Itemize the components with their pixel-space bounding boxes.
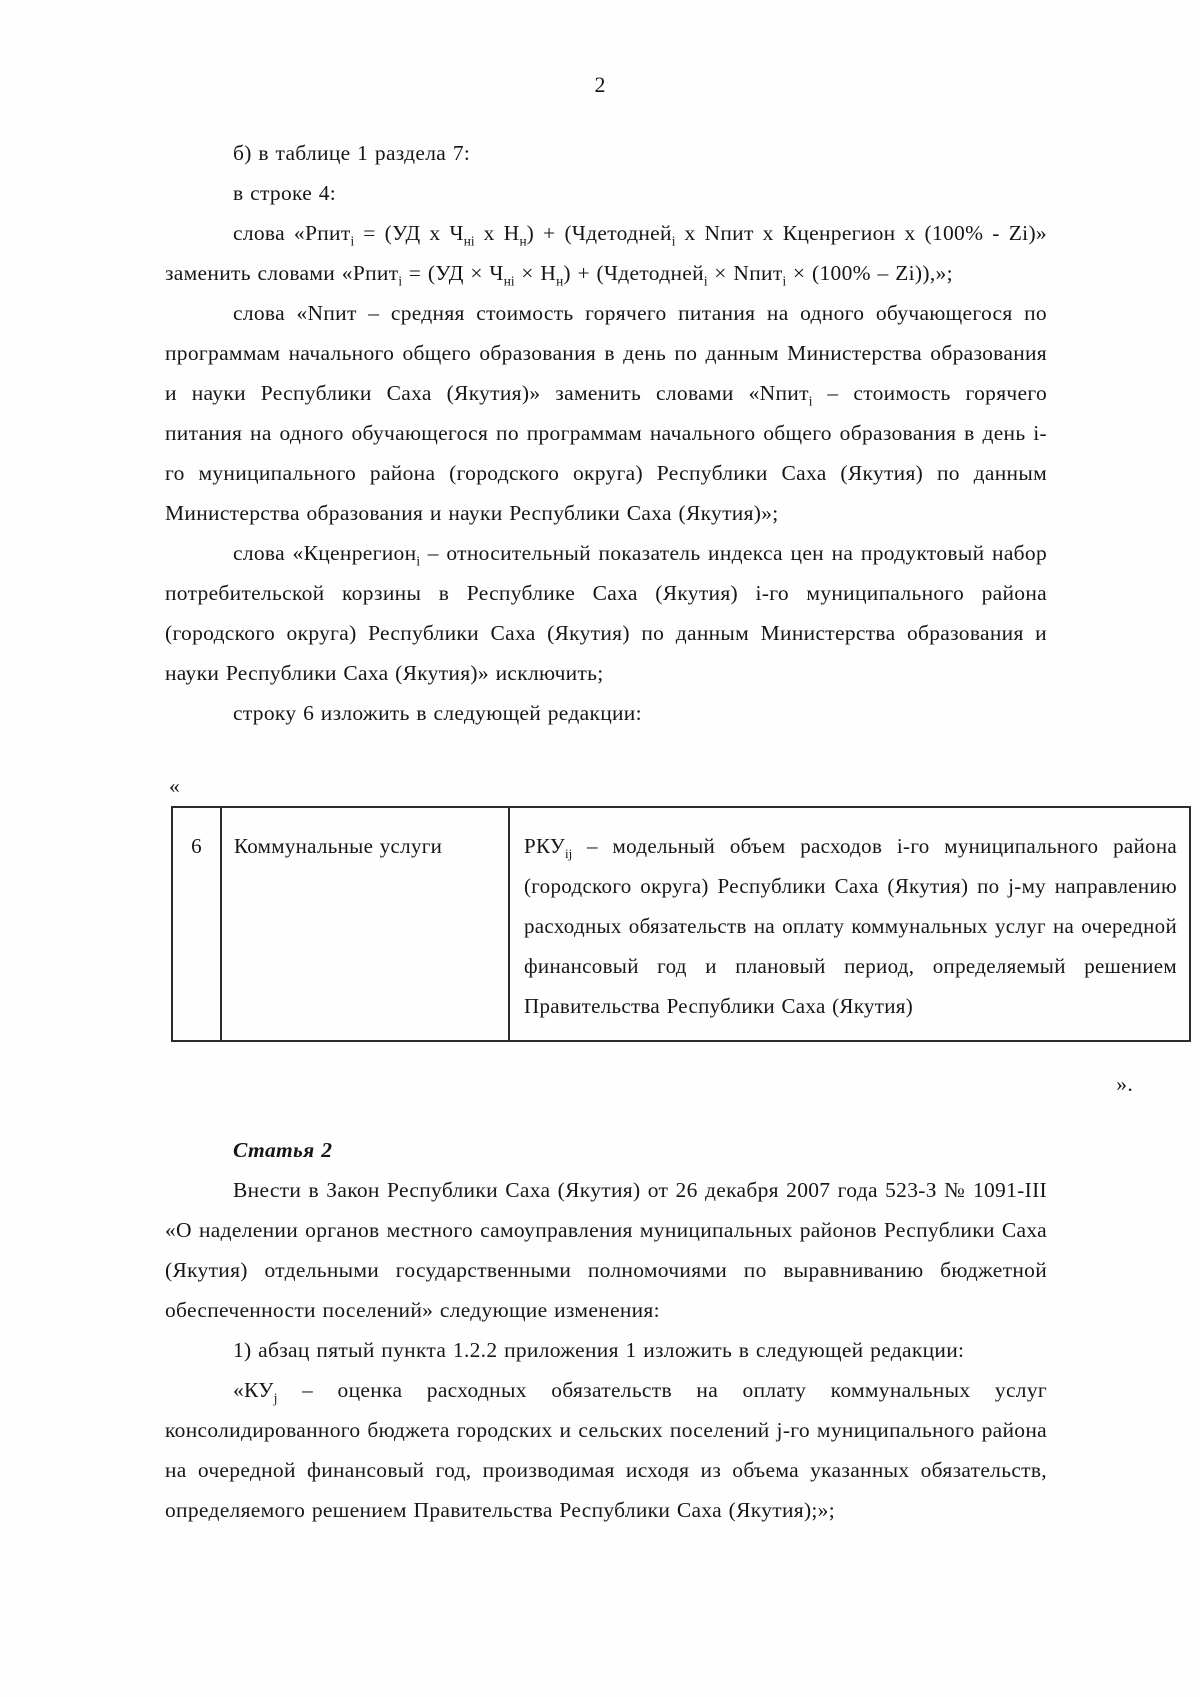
table-cell-row-number: 6 xyxy=(172,807,221,1041)
document-body xyxy=(165,133,1177,1530)
formula-amendment: слова «Рпит$_i$ = (УД х $Ч_{нi}$ х $Н_н$) + (Чдетодней$_i$ х Nпит х Кценрегион х (100% - Zi)» заменить словами «Рпит$_i$ = $(УД \times Ч_{нi} \times Н_н)$ + (Чдетодней$_i$ × Nпит$_i$ × (100% – Zi)),»; xyxy=(165,221,1047,289)
npit-amendment: слова «Nпит – средняя стоимость горячего питания на одного обучающегося по программам начального общего образования в день по данным Министерства образования и науки Республики Саха (Якутия)» заменить словами «Nпит$_i$ – стоимость горячего питания на одного обучающегося по программам начального общего образования в день i-го муниципального района (городского округа) Республики Саха (Якутия) по данным Министерства образования и науки Республики Саха (Якутия)»; xyxy=(165,301,1048,525)
clause-b-intro: б) в таблице 1 раздела 7: xyxy=(233,141,471,165)
ku-definition: «$КУ_j$ – оценка расходных обязательств на оплату коммунальных услуг консолидированного бюджета городских и сельских поселений j-го муниципального района на очередной финансовый год, производимая исходя из объема указанных обязательств, определяемого решением Правительства Республики Саха (Якутия);»; xyxy=(165,1378,1047,1522)
kcenregion-amendment: слова «Кценрегион$_i$ – относительный показатель индекса цен на продуктовый набор потребительской корзины в Республике Саха (Якутия) i-го муниципального района (городского округа) Республики Саха (Якутия) по данным Министерства образования и науки Республики Саха (Якутия)» исключить; xyxy=(165,541,1048,685)
article-2-intro: Внести в Закон Республики Саха (Якутия) от 26 декабря 2007 года 523-З № 1091-III «О наделении органов местного самоуправления муниципальных районов Республики Саха (Якутия) отдельными государственными полномочиями по выравниванию бюджетной обеспеченности поселений» следующие изменения: xyxy=(165,1178,1047,1322)
row6-intro: строку 6 изложить в следующей редакции: xyxy=(233,701,642,725)
page-number: 2 xyxy=(594,72,606,97)
table-close-quote: ». xyxy=(1116,1072,1133,1096)
table-cell-description: $РКУ_{ij}$ – модельный объем расходов i-го муниципального района (городского округа) Республики Саха (Якутия) по j-му направлению расходных обязательств на оплату коммунальных услуг на очередной финансовый год и плановый период, определяемый решением Правительства Республики Саха (Якутия) xyxy=(509,807,1190,1041)
row6-table xyxy=(171,806,1191,1042)
table-row xyxy=(172,807,1190,1041)
article-2-item-1: 1) абзац пятый пункта 1.2.2 приложения 1 изложить в следующей редакции: xyxy=(233,1338,965,1362)
row4-intro: в строке 4: xyxy=(233,181,337,205)
table-open-quote: « xyxy=(169,774,181,798)
table-cell-name: Коммунальные услуги xyxy=(221,807,509,1041)
article-2-heading: Статья 2 xyxy=(233,1138,333,1162)
